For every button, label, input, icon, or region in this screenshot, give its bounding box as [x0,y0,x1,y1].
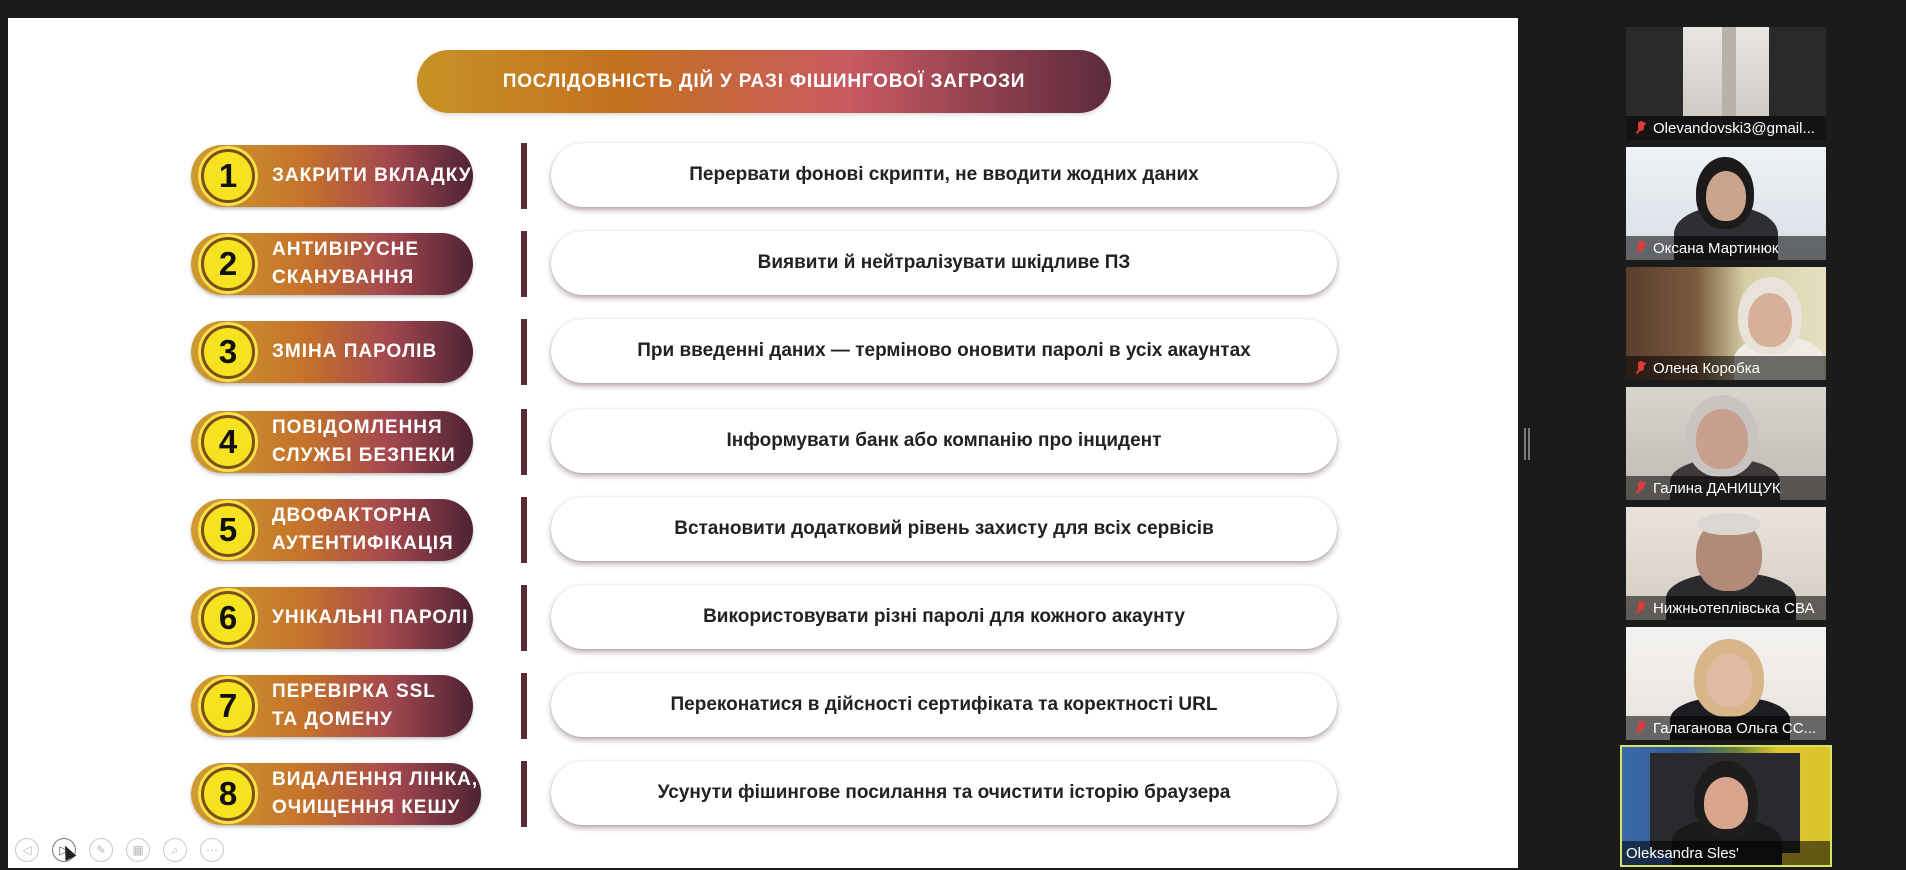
muted-mic-icon [1636,601,1646,615]
step-divider [521,497,527,563]
step-number: 3 [201,325,255,379]
participant-name: Галина ДАНИЩУК [1653,479,1781,497]
presentation-slide [8,18,1518,868]
step-divider [521,409,527,475]
step-description: Інформувати банк або компанію про інцидент [551,409,1337,473]
step-description: При введенні даних — терміново оновити паролі в усіх акаунтах [551,319,1337,383]
step-label: ЗМІНА ПАРОЛІВ [272,341,438,362]
step-label: АНТИВІРУСНЕ СКАНУВАННЯ [272,239,420,288]
participant-name: Галаганова Ольга СС... [1653,719,1817,737]
muted-mic-icon [1636,481,1646,495]
split-view-handle[interactable] [1524,428,1530,460]
step-description: Використовувати різні паролі для кожного акаунту [551,585,1337,649]
participant-name: Olevandovski3@gmail... [1653,119,1815,137]
step-badge [191,321,473,383]
step-badge [191,411,473,473]
participant-name-bar [1626,236,1826,260]
slide-toolbar [15,838,224,862]
step-label: УНІКАЛЬНІ ПАРОЛІ [272,607,469,628]
participant-name-bar [1626,356,1826,380]
next-slide-icon[interactable]: ▷ [52,838,76,862]
step-description: Усунути фішингове посилання та очистити історію браузера [551,761,1337,825]
step-description: Встановити додатковий рівень захисту для всіх сервісів [551,497,1337,561]
step-number: 7 [201,679,255,733]
step-badge [191,763,481,825]
slide-title: ПОСЛІДОВНІСТЬ ДІЙ У РАЗІ ФІШИНГОВОЇ ЗАГРОЗИ [417,50,1111,113]
step-number: 2 [201,237,255,291]
step-divider [521,585,527,651]
prev-slide-icon[interactable]: ◁ [15,838,39,862]
step-row [8,584,1518,652]
step-divider [521,761,527,827]
step-number: 8 [201,767,255,821]
participant-name: Нижньотеплівська СВА [1653,599,1815,617]
step-number: 4 [201,415,255,469]
step-badge [191,499,473,561]
step-number: 6 [201,591,255,645]
participant-name-bar [1626,716,1826,740]
participant-name-bar [1626,476,1826,500]
step-row [8,230,1518,298]
participant-name: Оксана Мартинюк [1653,239,1779,257]
muted-mic-icon [1636,721,1646,735]
step-label: ПОВІДОМЛЕННЯ СЛУЖБІ БЕЗПЕКИ [272,417,456,466]
step-row [8,408,1518,476]
muted-mic-icon [1636,241,1646,255]
participant-tile[interactable] [1626,387,1826,500]
step-row [8,142,1518,210]
participant-tile[interactable] [1626,147,1826,260]
step-row [8,672,1518,740]
participant-tile[interactable] [1626,627,1826,740]
participant-tile[interactable] [1626,27,1826,140]
step-label: ЗАКРИТИ ВКЛАДКУ [272,165,472,186]
step-badge [191,587,473,649]
participant-name: Олена Коробка [1653,359,1760,377]
step-badge [191,233,473,295]
participant-tile[interactable] [1626,507,1826,620]
muted-mic-icon [1636,361,1646,375]
step-number: 5 [201,503,255,557]
step-divider [521,143,527,209]
step-badge [191,675,473,737]
step-row [8,496,1518,564]
step-description: Переконатися в дійсності сертифіката та коректності URL [551,673,1337,737]
step-number: 1 [201,149,255,203]
participant-name-bar [1626,596,1826,620]
step-description: Перервати фонові скрипти, не вводити жодних даних [551,143,1337,207]
step-divider [521,673,527,739]
participant-name-bar [1626,116,1826,140]
step-label: ВИДАЛЕННЯ ЛІНКА, ОЧИЩЕННЯ КЕШУ [272,769,479,818]
step-divider [521,231,527,297]
participant-name: Oleksandra Sles' [1626,844,1739,862]
pen-icon[interactable]: ✎ [89,838,113,862]
step-row [8,760,1518,828]
more-options-icon[interactable]: ⋯ [200,838,224,862]
zoom-icon[interactable]: ⌕ [163,838,187,862]
step-divider [521,319,527,385]
step-label: ПЕРЕВІРКА SSL ТА ДОМЕНУ [272,681,436,730]
step-row [8,318,1518,386]
participant-tile-active-speaker[interactable] [1622,747,1830,865]
participant-name-bar [1622,841,1830,865]
step-badge [191,145,473,207]
step-label: ДВОФАКТОРНА АУТЕНТИФІКАЦІЯ [272,505,454,554]
step-description: Виявити й нейтралізувати шкідливе ПЗ [551,231,1337,295]
muted-mic-icon [1636,121,1646,135]
slides-grid-icon[interactable]: ▦ [126,838,150,862]
participant-tile[interactable] [1626,267,1826,380]
